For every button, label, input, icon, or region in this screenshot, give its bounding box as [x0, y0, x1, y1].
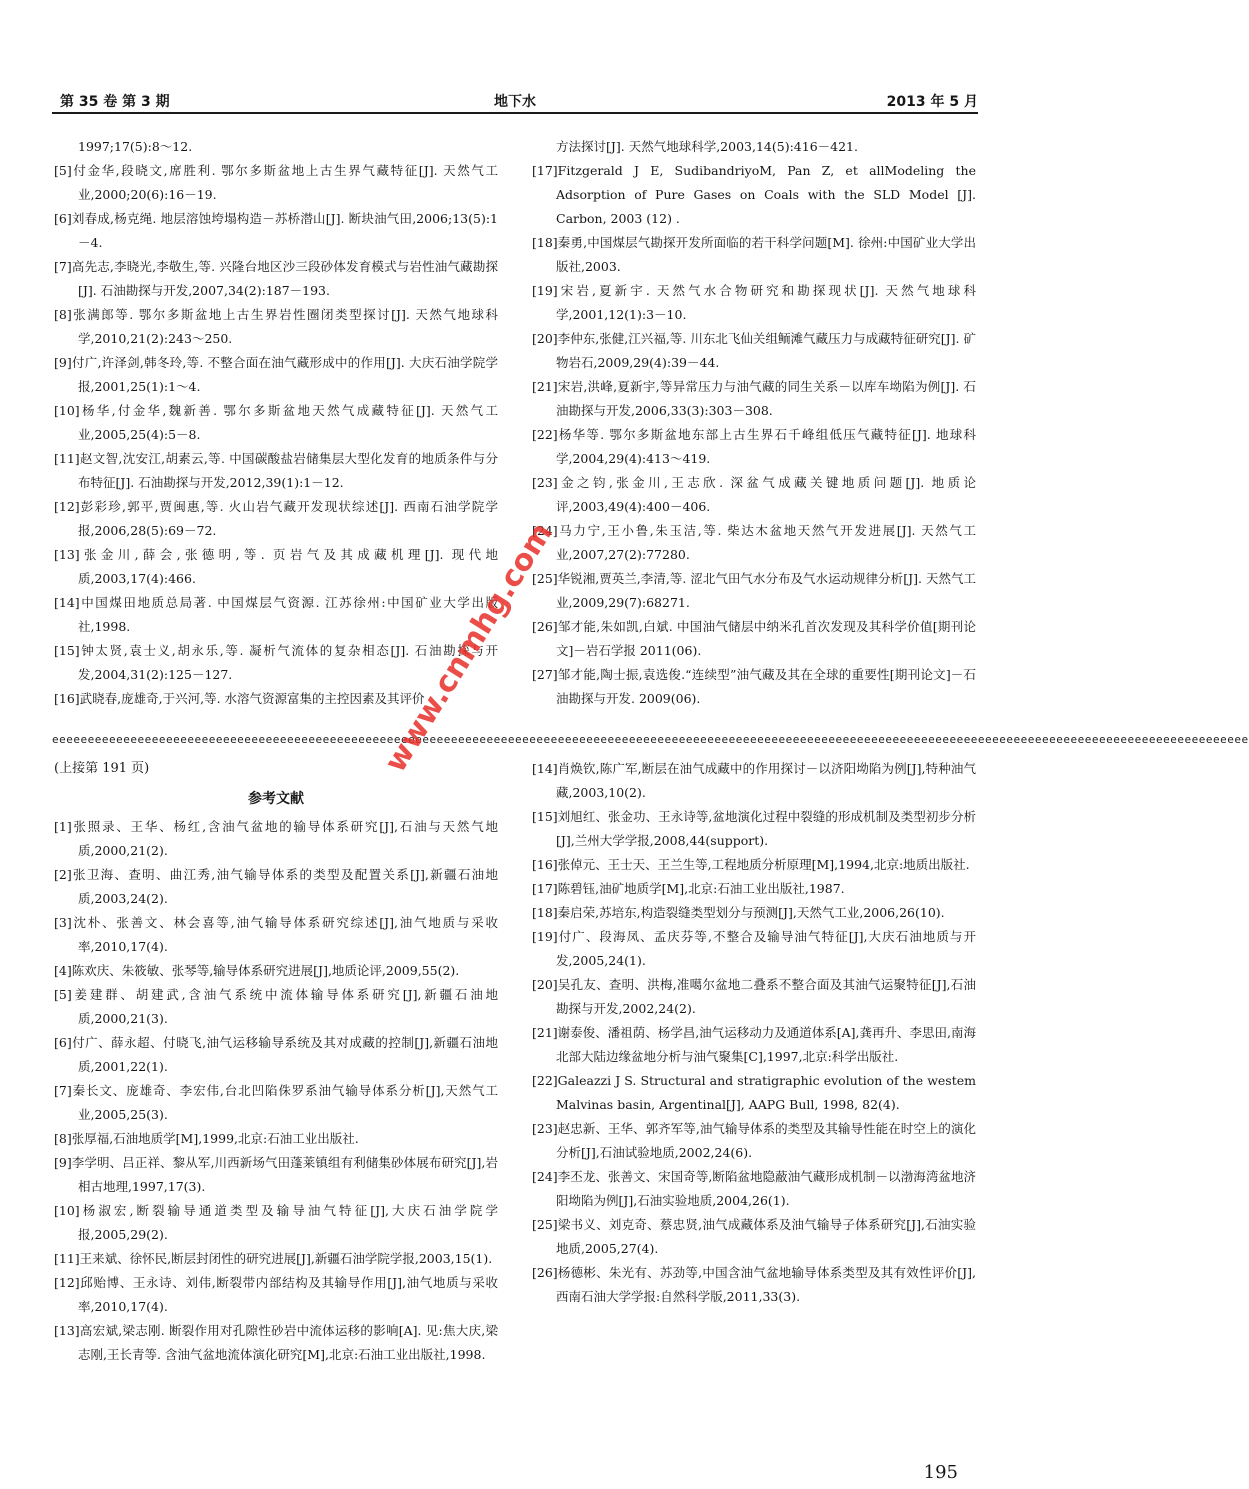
reference-item: [12]邱贻博、王永诗、刘伟,断裂带内部结构及其输导作用[J],油气地质与采收率,2010,17(4). [54, 1275, 498, 1314]
section-separator: eeeeeeeeeeeeeeeeeeeeeeeeeeeeeeeeeeeeeeeeeeeeeeeeeeeeeeeeeeeeeeeeeeeeeeeeeeeeeeeeeeeeeeeeeeeeeeeeeeeeeeeeeeeeeeeeeeeeeeeeeeeeeeeeeeeeeeeeeeeeeeeeeeeeeeeeeeeeeeeeeeeeeeee [52, 733, 1249, 746]
reference-item: [1]张照录、王华、杨红,含油气盆地的输导体系研究[J],石油与天然气地质,2000,21(2). [54, 819, 498, 858]
reference-item: [20]李仲东,张健,江兴福,等. 川东北飞仙关组鲕滩气藏压力与成藏特征研究[J]. 矿物岩石,2009,29(4):39－44. [532, 331, 976, 370]
reference-item: [25]梁书义、刘克奇、蔡忠贤,油气成藏体系及油气输导子体系研究[J],石油实验地质,2005,27(4). [532, 1217, 976, 1256]
reference-item: [24]李丕龙、张善文、宋国奇等,断陷盆地隐蔽油气藏形成机制－以渤海湾盆地济阳坳陷为例[J],石油实验地质,2004,26(1). [532, 1169, 976, 1208]
reference-item: [15]刘旭红、张金功、王永诗等,盆地演化过程中裂缝的形成机制及类型初步分析[J],兰州大学学报,2008,44(support). [532, 809, 976, 848]
reference-item: [5]付金华,段晓文,席胜利. 鄂尔多斯盆地上古生界气藏特征[J]. 天然气工业,2000;20(6):16－19. [54, 163, 498, 202]
reference-item: [8]张厚福,石油地质学[M],1999,北京:石油工业出版社. [54, 1131, 359, 1146]
continued-from-note: (上接第 191 页) [54, 761, 150, 776]
reference-item: [14]中国煤田地质总局著. 中国煤层气资源. 江苏徐州:中国矿业大学出版社,1998. [54, 595, 498, 634]
reference-item: [21]宋岩,洪峰,夏新宇,等异常压力与油气藏的同生关系－以库车坳陷为例[J]. 石油勘探与开发,2006,33(3):303－308. [532, 379, 976, 418]
reference-item: [26]杨德彬、朱光有、苏劲等,中国含油气盆地输导体系类型及其有效性评价[J],西南石油大学学报:自然科学版,2011,33(3). [532, 1265, 976, 1304]
reference-item: [13]张金川,薛会,张德明,等. 页岩气及其成藏机理[J]. 现代地质,2003,17(4):466. [54, 547, 498, 586]
reference-item: [14]肖焕钦,陈广军,断层在油气成藏中的作用探讨－以济阳坳陷为例[J],特种油气藏,2003,10(2). [532, 761, 976, 800]
journal-name: 地下水 [494, 94, 536, 110]
reference-item: [10]杨淑宏,断裂输导通道类型及输导油气特征[J],大庆石油学院学报,2005,29(2). [54, 1203, 498, 1242]
reference-item: [2]张卫海、查明、曲江秀,油气输导体系的类型及配置关系[J],新疆石油地质,2003,24(2). [54, 867, 498, 906]
volume-issue: 第 35 卷 第 3 期 [60, 94, 170, 110]
reference-item: [22]Galeazzi J S. Structural and stratigraphic evolution of the westem Malvinas basin, Argentinal[J], AAPG Bull, 1998, 82(4). [532, 1073, 976, 1112]
bottom-left-references [54, 757, 498, 1367]
reference-item: [16]张倬元、王士天、王兰生等,工程地质分析原理[M],1994,北京:地质出版社. [532, 857, 970, 872]
reference-item: [17]Fitzgerald J E, SudibandriyoM, Pan Z, et allModeling the Adsorption of Pure Gases on Coals with the SLD Model [J]. Carbon, 2003 (12) . [532, 163, 976, 226]
site-watermark: www.cnmhg.com [378, 516, 560, 779]
reference-item: [21]谢泰俊、潘祖荫、杨学昌,油气运移动力及通道体系[A],龚再升、李思田,南海北部大陆边缘盆地分析与油气聚集[C],1997,北京:科学出版社. [532, 1025, 976, 1064]
reference-item: [26]邹才能,朱如凯,白斌. 中国油气储层中纳米孔首次发现及其科学价值[期刊论文]－岩石学报 2011(06). [532, 619, 976, 658]
reference-item: [11]王来斌、徐怀民,断层封闭性的研究进展[J],新疆石油学院学报,2003,15(1). [54, 1251, 493, 1266]
top-right-references [532, 135, 976, 711]
reference-item: [27]邹才能,陶士振,袁选俊.“连续型”油气藏及其在全球的重要性[期刊论文]－石油勘探与开发. 2009(06). [532, 667, 976, 706]
reference-item: [24]马力宁,王小鲁,朱玉洁,等. 柴达木盆地天然气开发进展[J]. 天然气工业,2007,27(2):77280. [532, 523, 976, 562]
reference-item: [4]陈欢庆、朱筱敏、张琴等,输导体系研究进展[J],地质论评,2009,55(2). [54, 963, 460, 978]
reference-item: [6]付广、薛永超、付晓飞,油气运移输导系统及其对成藏的控制[J],新疆石油地质,2001,22(1). [54, 1035, 498, 1074]
reference-item: [23]赵忠新、王华、郭齐军等,油气输导体系的类型及其输导性能在时空上的演化分析[J],石油试验地质,2002,24(6). [532, 1121, 976, 1160]
top-left-references [54, 135, 498, 711]
header-rule [52, 112, 978, 114]
reference-item: [5]姜建群、胡建武,含油气系统中流体输导体系研究[J],新疆石油地质,2000,21(3). [54, 987, 498, 1026]
reference-item: [18]秦启荣,苏培东,构造裂缝类型划分与预测[J],天然气工业,2006,26(10). [532, 905, 945, 920]
publication-date: 2013 年 5 月 [886, 94, 978, 110]
reference-item: [9]李学明、吕正祥、黎从军,川西新场气田蓬莱镇组有利储集砂体展布研究[J],岩相古地理,1997,17(3). [54, 1155, 498, 1194]
reference-item: [11]赵文智,沈安江,胡素云,等. 中国碳酸盐岩储集层大型化发育的地质条件与分布特征[J]. 石油勘探与开发,2012,39(1):1－12. [54, 451, 498, 490]
reference-item: [3]沈朴、张善文、林会喜等,油气输导体系研究综述[J],油气地质与采收率,2010,17(4). [54, 915, 498, 954]
reference-item: [25]华锐湘,贾英兰,李清,等. 涩北气田气水分布及气水运动规律分析[J]. 天然气工业,2009,29(7):68271. [532, 571, 976, 610]
reference-item: [22]杨华等. 鄂尔多斯盆地东部上古生界石千峰组低压气藏特征[J]. 地球科学,2004,29(4):413～419. [532, 427, 976, 466]
reference-item: [17]陈碧钰,油矿地质学[M],北京:石油工业出版社,1987. [532, 881, 845, 896]
references-heading: 参考文献 [248, 791, 304, 807]
reference-item: [10]杨华,付金华,魏新善. 鄂尔多斯盆地天然气成藏特征[J]. 天然气工业,2005,25(4):5－8. [54, 403, 498, 442]
reference-item: [15]钟太贤,袁士义,胡永乐,等. 凝析气流体的复杂相态[J]. 石油勘探与开发,2004,31(2):125－127. [54, 643, 498, 682]
reference-item: [20]吴孔友、查明、洪梅,准噶尔盆地二叠系不整合面及其油气运聚特征[J],石油勘探与开发,2002,24(2). [532, 977, 976, 1016]
reference-item: [23]金之钧,张金川,王志欣. 深盆气成藏关键地质问题[J]. 地质论评,2003,49(4):400－406. [532, 475, 976, 514]
running-header [52, 88, 978, 112]
reference-item: [9]付广,许泽剑,韩冬玲,等. 不整合面在油气藏形成中的作用[J]. 大庆石油学院学报,2001,25(1):1～4. [54, 355, 498, 394]
reference-item: [16]武晓春,庞雄奇,于兴河,等. 水溶气资源富集的主控因素及其评价 [54, 691, 425, 706]
bottom-right-references [532, 757, 976, 1309]
reference-item: [7]秦长文、庞雄奇、李宏伟,台北凹陷侏罗系油气输导体系分析[J],天然气工业,2005,25(3). [54, 1083, 498, 1122]
reference-item: [8]张满郎等. 鄂尔多斯盆地上古生界岩性圈闭类型探讨[J]. 天然气地球科学,2010,21(2):243～250. [54, 307, 498, 346]
reference-item: [19]付广、段海凤、孟庆芬等,不整合及输导油气特征[J],大庆石油地质与开发,2005,24(1). [532, 929, 976, 968]
reference-item: [6]刘春成,杨克绳. 地层溶蚀垮塌构造－苏桥潜山[J]. 断块油气田,2006;13(5):1－4. [54, 211, 498, 250]
reference-item: [18]秦勇,中国煤层气勘探开发所面临的若干科学问题[M]. 徐州:中国矿业大学出版社,2003. [532, 235, 976, 274]
reference-item: [13]高宏斌,梁志刚. 断裂作用对孔隙性砂岩中流体运移的影响[A]. 见:焦大庆,梁志刚,王长青等. 含油气盆地流体演化研究[M],北京:石油工业出版社,1998. [54, 1323, 498, 1362]
reference-item: [12]彭彩珍,郭平,贾闽惠,等. 火山岩气藏开发现状综述[J]. 西南石油学院学报,2006,28(5):69－72. [54, 499, 498, 538]
reference-item: [19]宋岩,夏新宇. 天然气水合物研究和勘探现状[J]. 天然气地球科学,2001,12(1):3－10. [532, 283, 976, 322]
reference-item: [7]高先志,李晓光,李敬生,等. 兴隆台地区沙三段砂体发育模式与岩性油气藏勘探[J]. 石油勘探与开发,2007,34(2):187－193. [54, 259, 498, 298]
page-number: 195 [923, 1462, 958, 1483]
reference-item: 方法探讨[J]. 天然气地球科学,2003,14(5):416－421. [556, 139, 858, 154]
reference-item: 1997;17(5):8～12. [78, 139, 193, 154]
